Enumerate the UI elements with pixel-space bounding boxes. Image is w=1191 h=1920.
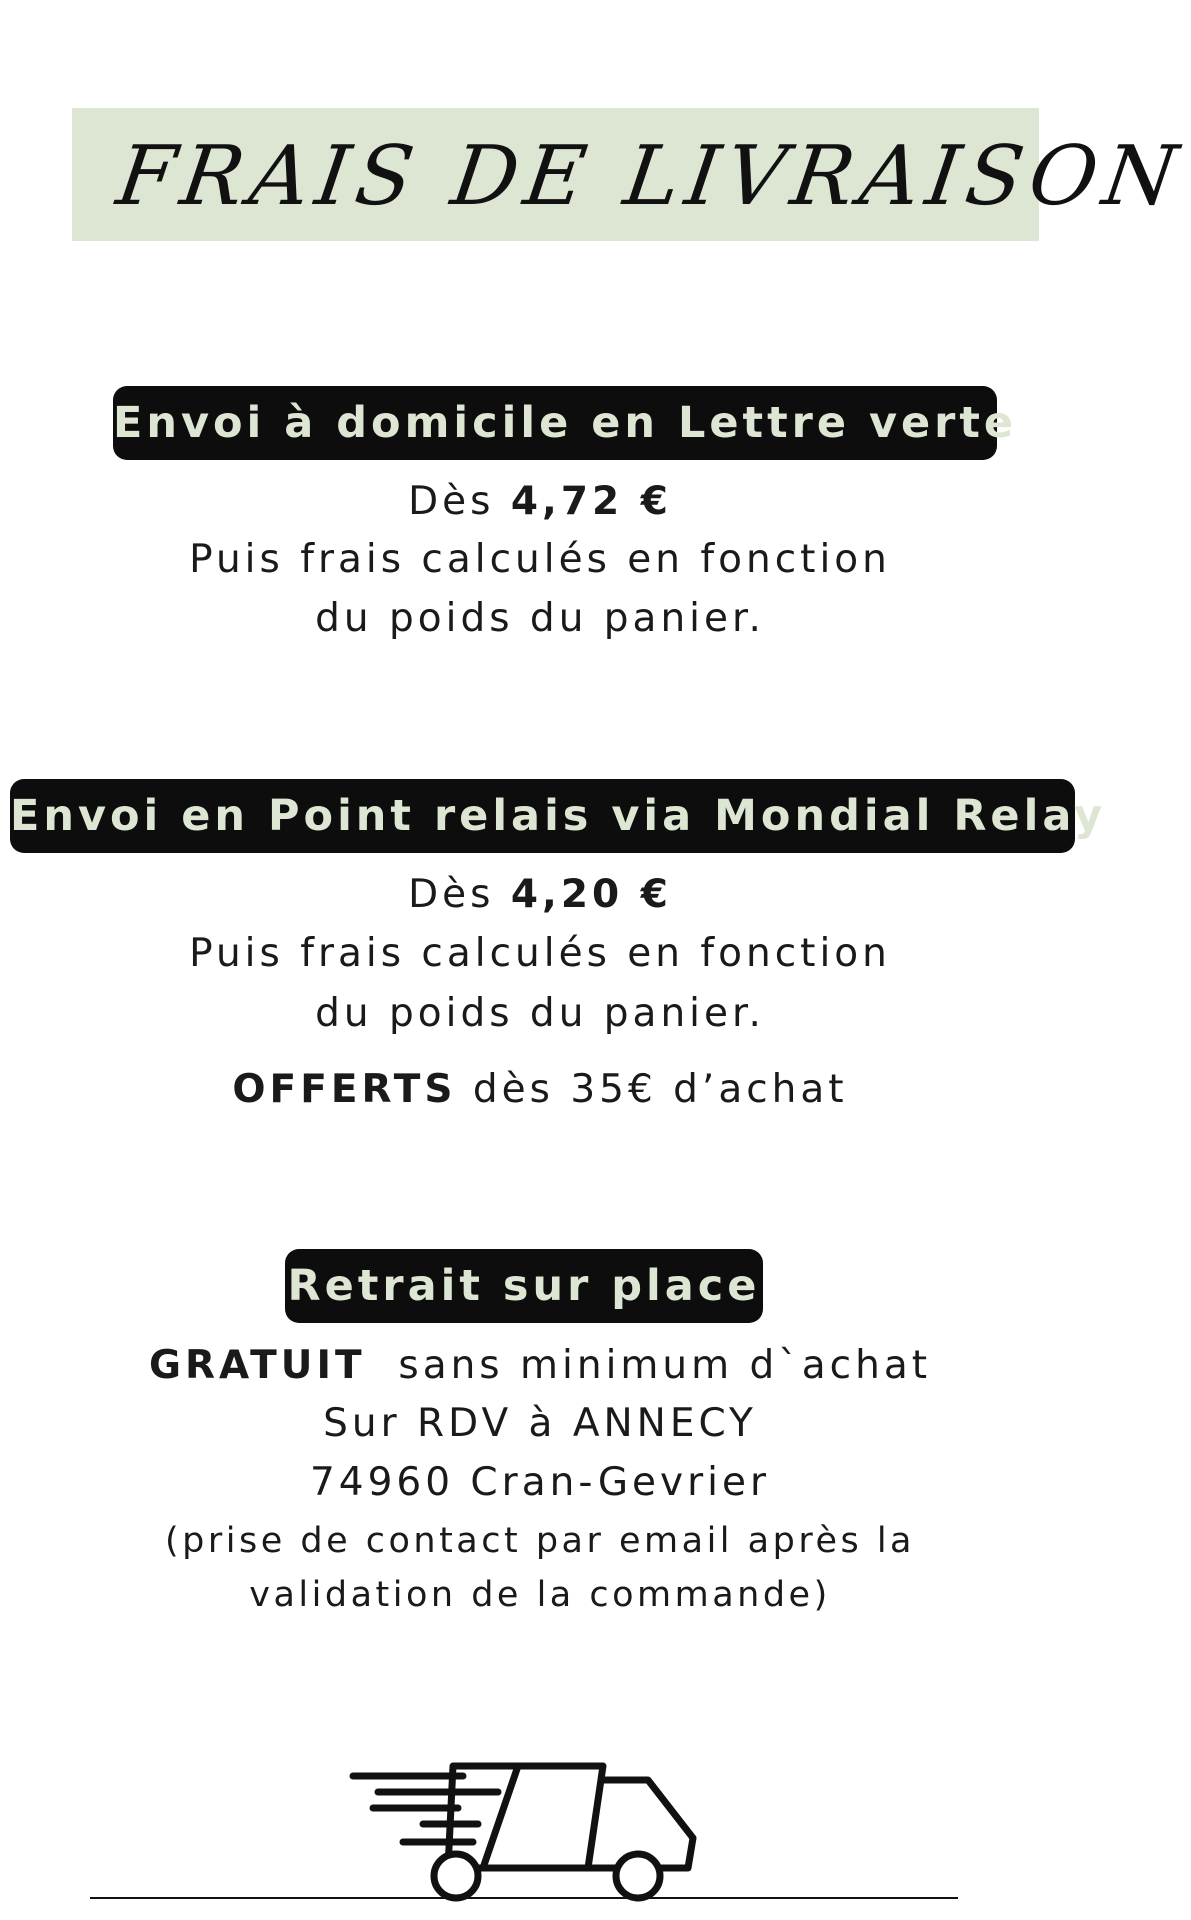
info-line: Puis frais calculés en fonction: [189, 931, 891, 976]
price-prefix: Dès: [408, 872, 495, 917]
info-line: du poids du panier.: [315, 596, 765, 641]
page-title: FRAIS DE LIVRAISON: [111, 129, 1190, 224]
info-line: Puis frais calculés en fonction: [189, 537, 891, 582]
price-line-relay-point: [0, 869, 1080, 921]
info-line: du poids du panier.: [315, 991, 765, 1036]
info-line: 74960 Cran-Gevrier: [309, 1460, 771, 1505]
price-value: 4,72 €: [510, 479, 672, 524]
pickup-free-line: [0, 1340, 1080, 1392]
info-line: validation de la commande): [249, 1575, 831, 1615]
price-value: 4,20 €: [510, 872, 672, 917]
price-prefix: Dès: [408, 479, 495, 524]
info-line: (prise de contact par email après la: [164, 1521, 916, 1561]
offer-label: OFFERTS: [232, 1067, 457, 1112]
ground-line: [90, 1897, 958, 1899]
delivery-truck-icon: [348, 1758, 708, 1908]
section-heading-pickup: Retrait sur place: [285, 1249, 763, 1323]
info-line: Sur RDV à ANNECY: [323, 1401, 757, 1446]
free-shipping-offer: [0, 1064, 1080, 1116]
price-line-home-delivery: [0, 476, 1080, 528]
section-heading-home-delivery: Envoi à domicile en Lettre verte: [113, 386, 997, 460]
free-label: GRATUIT: [148, 1343, 366, 1388]
free-condition: sans minimum d`achat: [398, 1343, 932, 1388]
section-heading-relay-point: Envoi en Point relais via Mondial Relay: [10, 779, 1075, 853]
offer-condition: dès 35€ d’achat: [472, 1067, 848, 1112]
